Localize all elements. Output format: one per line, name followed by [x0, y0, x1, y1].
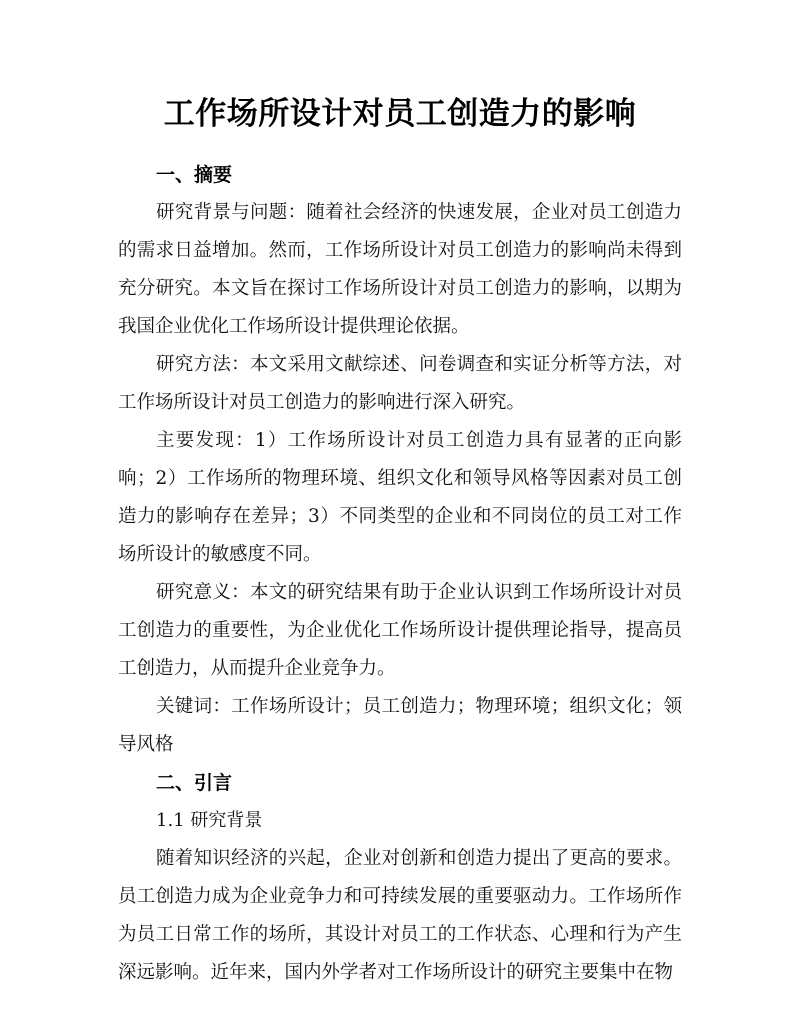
- keywords-paragraph: 关键词：工作场所设计；员工创造力；物理环境；组织文化；领导风格: [118, 696, 682, 755]
- introduction-paragraph: 随着知识经济的兴起，企业对创新和创造力提出了更高的要求。员工创造力成为企业竞争力和可持续发展的重要驱动力。工作场所作为员工日常工作的场所，其设计对员工的工作状态、心理和行为产生深远影响。近年来，国内外学者对工作场所设计的研究主要集中在物: [118, 848, 682, 983]
- subsection-heading-background: 1.1 研究背景: [156, 810, 263, 831]
- abstract-background-paragraph: 研究背景与问题：随着社会经济的快速发展，企业对员工创造力的需求日益增加。然而，工作场所设计对员工创造力的影响尚未得到充分研究。本文旨在探讨工作场所设计对员工创造力的影响，以期为我国企业优化工作场所设计提供理论依据。: [118, 202, 682, 337]
- abstract-significance-paragraph: 研究意义：本文的研究结果有助于企业认识到工作场所设计对员工创造力的重要性，为企业优化工作场所设计提供理论指导，提高员工创造力，从而提升企业竞争力。: [118, 582, 682, 679]
- abstract-method-paragraph: 研究方法：本文采用文献综述、问卷调查和实证分析等方法，对工作场所设计对员工创造力的影响进行深入研究。: [118, 354, 682, 413]
- abstract-findings-paragraph: 主要发现：1）工作场所设计对员工创造力具有显著的正向影响；2）工作场所的物理环境、组织文化和领导风格等因素对员工创造力的影响存在差异；3）不同类型的企业和不同岗位的员工对工作场所设计的敏感度不同。: [118, 430, 682, 565]
- section-heading-abstract: 一、摘要: [156, 164, 233, 186]
- section-heading-introduction: 二、引言: [156, 772, 233, 794]
- document-title: 工作场所设计对员工创造力的影响: [163, 96, 637, 132]
